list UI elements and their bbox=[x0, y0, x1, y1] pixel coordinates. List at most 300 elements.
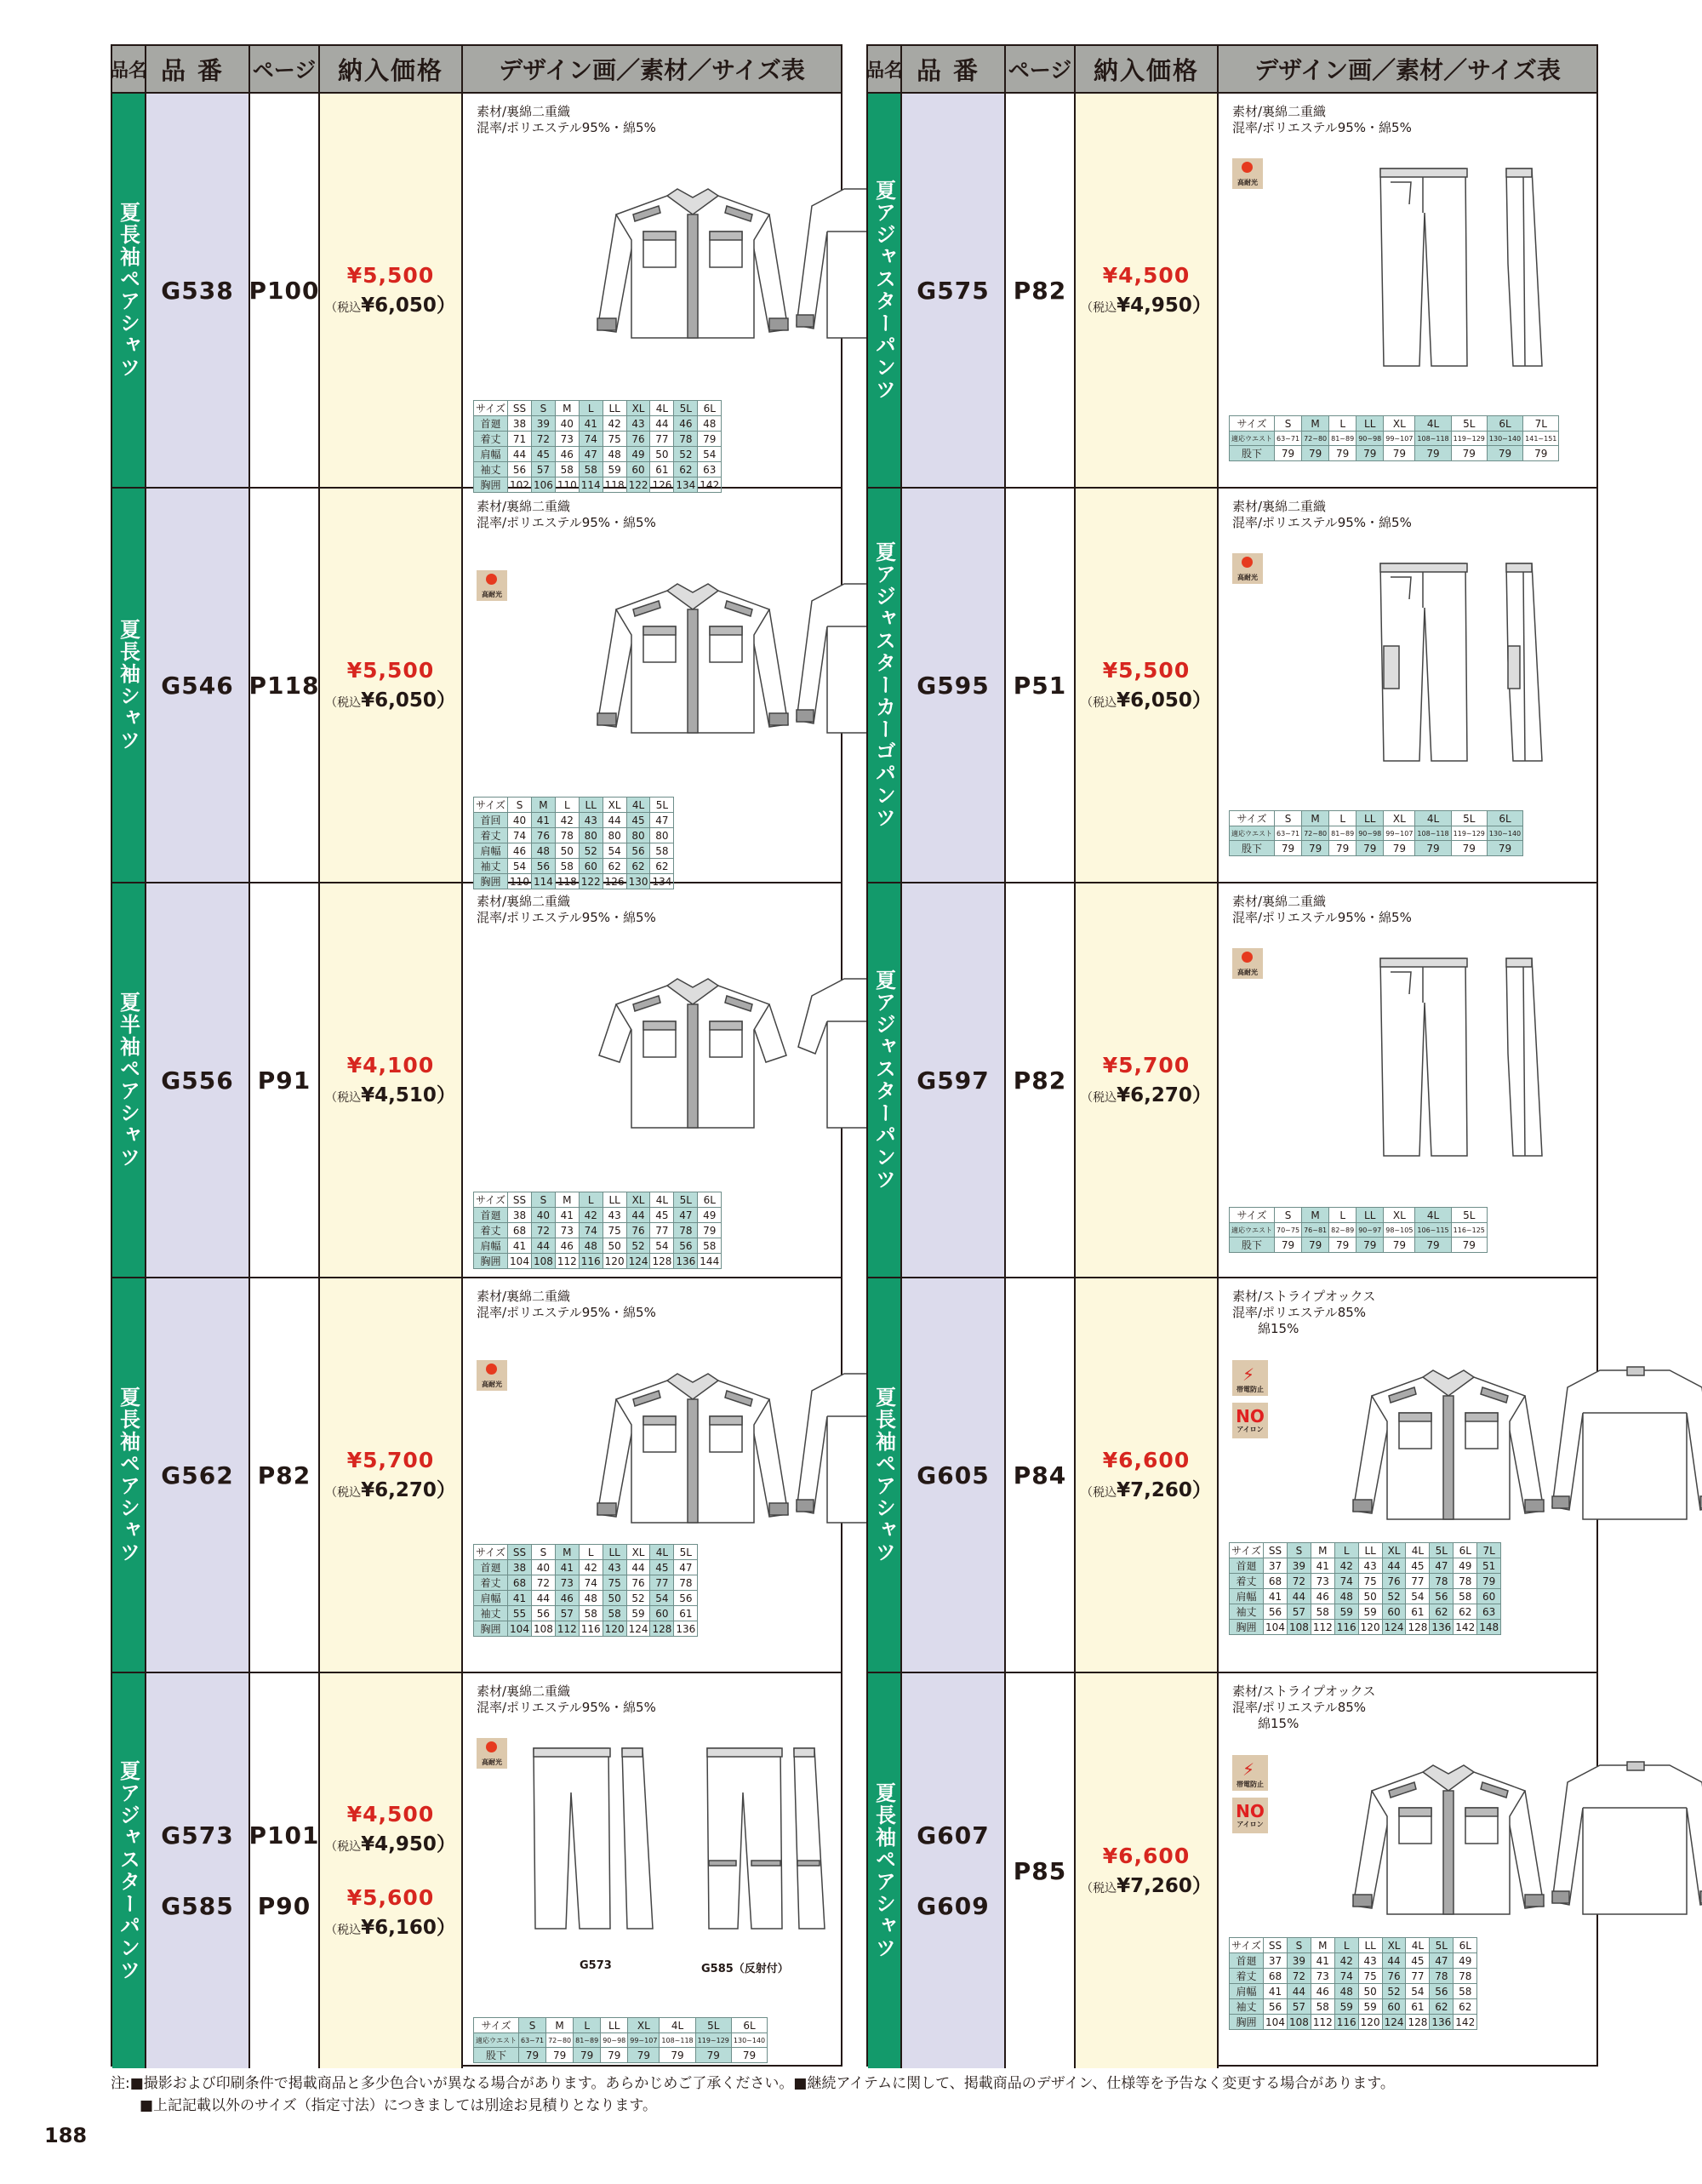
page-ref: P51 bbox=[1013, 671, 1067, 700]
size-cell: 股下 bbox=[474, 2048, 519, 2063]
size-cell: 68 bbox=[508, 1575, 532, 1591]
category-cell bbox=[868, 1673, 902, 2068]
size-cell: 79 bbox=[1329, 446, 1356, 461]
product-row bbox=[112, 489, 841, 888]
size-cell: 54 bbox=[698, 447, 722, 462]
price-block bbox=[1081, 658, 1212, 712]
size-cell: 50 bbox=[603, 1591, 626, 1606]
product-row bbox=[868, 883, 1596, 1278]
antistatic-badge bbox=[1232, 1755, 1268, 1791]
size-cell: 81~89 bbox=[1329, 826, 1356, 841]
size-cell: 79 bbox=[1384, 1238, 1415, 1253]
page-ref: P118 bbox=[248, 671, 320, 700]
size-cell: 42 bbox=[1334, 1953, 1358, 1969]
size-cell: 40 bbox=[531, 1560, 555, 1575]
size-cell: 79 bbox=[1415, 1238, 1451, 1253]
tax-price bbox=[325, 1912, 456, 1940]
pants-illustration bbox=[1372, 952, 1593, 1164]
size-cell: 63~71 bbox=[1275, 432, 1302, 446]
product-code: G607 bbox=[917, 1821, 990, 1850]
size-cell: 68 bbox=[1264, 1574, 1288, 1589]
size-header-cell: LL bbox=[601, 2018, 628, 2033]
size-cell: 130~140 bbox=[1487, 826, 1522, 841]
design-cell bbox=[463, 1673, 841, 2068]
size-header-cell: XL bbox=[1384, 811, 1415, 826]
size-cell: 112 bbox=[555, 1621, 579, 1637]
size-cell: 52 bbox=[1382, 1984, 1406, 1999]
size-cell: 124 bbox=[1382, 2015, 1406, 2030]
size-cell: 79 bbox=[519, 2048, 546, 2063]
size-header-cell: サイズ bbox=[1230, 1543, 1264, 1558]
category-label: 夏長袖ペアシャツ bbox=[871, 1386, 896, 1564]
tax-price bbox=[325, 684, 456, 712]
size-cell: 56 bbox=[531, 859, 555, 874]
size-cell: 108~118 bbox=[660, 2033, 695, 2048]
size-cell: 56 bbox=[626, 843, 650, 859]
product-code: G609 bbox=[917, 1892, 990, 1920]
size-cell: 52 bbox=[626, 1238, 650, 1254]
header-col_category: 品名 bbox=[112, 46, 146, 92]
code-cell bbox=[146, 883, 250, 1277]
size-cell: 119~129 bbox=[1451, 432, 1487, 446]
size-cell: 46 bbox=[555, 1591, 579, 1606]
size-cell: 49 bbox=[626, 447, 650, 462]
tax-price bbox=[325, 1828, 456, 1856]
size-header-cell: 4L bbox=[1415, 1208, 1451, 1223]
size-cell: 104 bbox=[508, 1254, 532, 1269]
size-cell: 37 bbox=[1264, 1558, 1288, 1574]
size-header-cell: 5L bbox=[650, 798, 674, 813]
size-cell: 60 bbox=[1382, 1604, 1406, 1620]
size-cell: 72 bbox=[531, 432, 555, 447]
size-cell: 68 bbox=[508, 1223, 532, 1238]
size-header-cell: L bbox=[1329, 416, 1356, 432]
size-cell: 79 bbox=[1302, 841, 1329, 856]
size-cell: 肩幅 bbox=[1230, 1589, 1264, 1604]
tax-price bbox=[1081, 1870, 1212, 1898]
size-header-cell: L bbox=[555, 798, 579, 813]
size-cell: 74 bbox=[579, 1223, 603, 1238]
size-cell: 56 bbox=[674, 1238, 698, 1254]
price-block bbox=[1081, 1844, 1212, 1898]
size-cell: 73 bbox=[555, 1575, 579, 1591]
size-cell: 73 bbox=[555, 432, 579, 447]
size-cell: 126 bbox=[650, 477, 674, 493]
size-cell: 適応ウエスト bbox=[474, 2033, 519, 2048]
size-cell: 56 bbox=[674, 1591, 698, 1606]
size-cell: 90~98 bbox=[1356, 826, 1384, 841]
size-cell: 46 bbox=[1311, 1589, 1334, 1604]
size-cell: 着丈 bbox=[474, 1223, 508, 1238]
price: ¥5,600 bbox=[346, 1885, 435, 1910]
size-cell: 120 bbox=[1358, 2015, 1382, 2030]
size-header-cell: XL bbox=[628, 2018, 660, 2033]
design-cell bbox=[1219, 1278, 1596, 1672]
size-cell: 130 bbox=[626, 874, 650, 889]
size-cell: 122 bbox=[626, 477, 650, 493]
category-cell bbox=[868, 94, 902, 487]
size-cell: 39 bbox=[531, 416, 555, 432]
size-cell: 78 bbox=[1454, 1574, 1477, 1589]
code-cell bbox=[146, 1673, 250, 2068]
size-cell: 90~98 bbox=[601, 2033, 628, 2048]
size-cell: 79 bbox=[1275, 841, 1302, 856]
size-cell: 42 bbox=[1334, 1558, 1358, 1574]
size-cell: 40 bbox=[531, 1208, 555, 1223]
iron-label: アイロン bbox=[1237, 1425, 1264, 1433]
size-cell: 72~80 bbox=[1302, 432, 1329, 446]
size-cell: 124 bbox=[626, 1621, 650, 1637]
size-header-cell: 4L bbox=[650, 1192, 674, 1208]
design-cell bbox=[463, 883, 841, 1277]
size-cell: 45 bbox=[1406, 1953, 1430, 1969]
price: ¥5,700 bbox=[1102, 1053, 1191, 1078]
size-header-cell: S bbox=[1275, 811, 1302, 826]
price-cell bbox=[320, 1278, 463, 1672]
size-cell: 63~71 bbox=[519, 2033, 546, 2048]
size-cell: 61 bbox=[1406, 1604, 1430, 1620]
size-header-cell: LL bbox=[603, 401, 626, 416]
size-header-cell: L bbox=[1334, 1938, 1358, 1953]
price-block bbox=[325, 658, 456, 712]
size-cell: 99~107 bbox=[1384, 826, 1415, 841]
size-cell: 77 bbox=[1406, 1574, 1430, 1589]
size-header-cell: LL bbox=[1356, 416, 1384, 432]
size-cell: 42 bbox=[579, 1208, 603, 1223]
size-cell: 52 bbox=[1382, 1589, 1406, 1604]
size-header-cell: サイズ bbox=[474, 401, 508, 416]
size-table bbox=[1229, 810, 1523, 856]
size-header-cell: 4L bbox=[1406, 1543, 1430, 1558]
size-cell: 60 bbox=[1382, 1999, 1406, 2015]
size-cell: 90~97 bbox=[1356, 1223, 1384, 1238]
size-cell: 116 bbox=[579, 1621, 603, 1637]
size-cell: 50 bbox=[555, 843, 579, 859]
category-label: 夏アジャスターパンツ bbox=[116, 1760, 140, 1981]
size-header-cell: S bbox=[1287, 1543, 1311, 1558]
size-cell: 108~118 bbox=[1415, 432, 1451, 446]
size-cell: 76 bbox=[1382, 1969, 1406, 1984]
tax-price-value: ¥7,260） bbox=[1117, 1875, 1212, 1897]
size-header-cell: S bbox=[1287, 1938, 1311, 1953]
size-cell: 43 bbox=[579, 813, 603, 828]
size-table bbox=[473, 2017, 768, 2063]
size-cell: 77 bbox=[650, 1223, 674, 1238]
size-cell: 41 bbox=[555, 1208, 579, 1223]
product-code: G597 bbox=[917, 1066, 990, 1095]
size-header-cell: サイズ bbox=[474, 798, 508, 813]
size-cell: 80 bbox=[626, 828, 650, 843]
price-cell bbox=[1076, 489, 1219, 882]
size-cell: 45 bbox=[650, 1560, 674, 1575]
size-cell: 78 bbox=[1454, 1969, 1477, 1984]
size-cell: 45 bbox=[650, 1208, 674, 1223]
size-cell: 75 bbox=[1358, 1969, 1382, 1984]
size-cell: 56 bbox=[1264, 1604, 1288, 1620]
size-cell: 73 bbox=[1311, 1969, 1334, 1984]
size-cell: 79 bbox=[601, 2048, 628, 2063]
high-lightfastness-badge bbox=[477, 570, 507, 601]
size-cell: 46 bbox=[674, 416, 698, 432]
size-cell: 79 bbox=[1523, 446, 1559, 461]
price: ¥5,500 bbox=[1102, 658, 1191, 683]
size-header-cell: 4L bbox=[1406, 1938, 1430, 1953]
size-cell: 75 bbox=[1358, 1574, 1382, 1589]
size-cell: 75 bbox=[603, 432, 626, 447]
size-cell: 59 bbox=[1334, 1999, 1358, 2015]
size-cell: 119~129 bbox=[695, 2033, 731, 2048]
size-cell: 112 bbox=[1311, 2015, 1334, 2030]
header-col_page: ページ bbox=[1006, 46, 1076, 92]
size-header-cell: 5L bbox=[1451, 416, 1487, 432]
note-line-1: 注:■撮影および印刷条件で掲載商品と多少色合いが異なる場合があります。あらかじめご了承ください。■継続アイテムに関して、掲載商品のデザイン、仕様等を予告なく変更する場合があります。 bbox=[111, 2075, 1395, 2092]
size-header-cell: 6L bbox=[731, 2018, 767, 2033]
tax-prefix: （税込 bbox=[325, 301, 362, 315]
size-cell: 適応ウエスト bbox=[1230, 1223, 1275, 1238]
size-cell: 79 bbox=[1415, 841, 1451, 856]
size-header-cell: 4L bbox=[626, 798, 650, 813]
size-header-cell: XL bbox=[1384, 1208, 1415, 1223]
size-table bbox=[473, 797, 674, 889]
size-cell: 袖丈 bbox=[474, 1606, 508, 1621]
page-cell bbox=[250, 1673, 320, 2068]
note-line-2: ■上記記載以外のサイズ（指定寸法）につきましては別途お見積りとなります。 bbox=[111, 2097, 658, 2114]
size-cell: 54 bbox=[1406, 1589, 1430, 1604]
product-code: G585 bbox=[161, 1892, 234, 1920]
product-row bbox=[112, 94, 841, 489]
size-header-cell: SS bbox=[508, 401, 532, 416]
size-cell: 袖丈 bbox=[1230, 1999, 1264, 2015]
size-header-cell: サイズ bbox=[474, 2018, 519, 2033]
size-cell: 60 bbox=[626, 462, 650, 477]
size-header-cell: LL bbox=[1356, 811, 1384, 826]
size-cell: 59 bbox=[603, 462, 626, 477]
size-cell: 49 bbox=[1454, 1558, 1477, 1574]
size-cell: 79 bbox=[1451, 446, 1487, 461]
size-cell: 46 bbox=[508, 843, 532, 859]
high-lightfastness-badge bbox=[477, 1738, 507, 1769]
size-cell: 142 bbox=[1454, 1620, 1477, 1635]
size-header-cell: M bbox=[1302, 1208, 1329, 1223]
category-label: 夏長袖ペアシャツ bbox=[871, 1782, 896, 1959]
size-cell: 58 bbox=[1454, 1984, 1477, 1999]
category-cell bbox=[868, 883, 902, 1277]
size-cell: 50 bbox=[650, 447, 674, 462]
size-header-cell: SS bbox=[508, 1192, 532, 1208]
size-cell: 76 bbox=[626, 432, 650, 447]
badge-label: 帯電防止 bbox=[1237, 1781, 1264, 1788]
size-header-cell: 5L bbox=[695, 2018, 731, 2033]
size-cell: 78 bbox=[1430, 1969, 1454, 1984]
size-cell: 79 bbox=[1487, 446, 1522, 461]
size-cell: 39 bbox=[1287, 1558, 1311, 1574]
size-cell: 57 bbox=[1287, 1604, 1311, 1620]
price-cell bbox=[1076, 1278, 1219, 1672]
design-cell bbox=[1219, 1673, 1596, 2068]
material-text: 素材/ストライプオックス 混率/ポリエステル85% 綿15% bbox=[1232, 1684, 1376, 1731]
size-cell: 110 bbox=[508, 874, 532, 889]
size-cell: 79 bbox=[1302, 446, 1329, 461]
product-code: G538 bbox=[161, 276, 234, 305]
size-cell: 58 bbox=[603, 1606, 626, 1621]
price: ¥6,600 bbox=[1102, 1844, 1191, 1868]
size-header-cell: 5L bbox=[1451, 1208, 1487, 1223]
size-cell: 77 bbox=[650, 1575, 674, 1591]
size-cell: 肩幅 bbox=[474, 1591, 508, 1606]
size-cell: 72 bbox=[1287, 1969, 1311, 1984]
tax-prefix: （税込 bbox=[325, 1486, 362, 1500]
size-cell: 62 bbox=[1430, 1999, 1454, 2015]
size-cell: 47 bbox=[1430, 1558, 1454, 1574]
size-cell: 75 bbox=[603, 1575, 626, 1591]
size-cell: 71 bbox=[508, 432, 532, 447]
product-row bbox=[112, 1673, 841, 2068]
tax-price-value: ¥7,260） bbox=[1117, 1479, 1212, 1501]
size-cell: 74 bbox=[1334, 1574, 1358, 1589]
notes bbox=[111, 2073, 1395, 2117]
size-cell: 76~81 bbox=[1302, 1223, 1329, 1238]
size-cell: 104 bbox=[1264, 2015, 1288, 2030]
product-code: G556 bbox=[161, 1066, 234, 1095]
size-cell: 42 bbox=[555, 813, 579, 828]
price-cell bbox=[320, 489, 463, 882]
size-header-cell: 6L bbox=[1454, 1938, 1477, 1953]
size-cell: 79 bbox=[731, 2048, 767, 2063]
code-cell bbox=[146, 94, 250, 487]
size-header-cell: LL bbox=[1358, 1938, 1382, 1953]
sun-icon bbox=[1242, 557, 1253, 568]
size-cell: 76 bbox=[531, 828, 555, 843]
price: ¥5,700 bbox=[346, 1448, 435, 1472]
high-lightfastness-badge bbox=[1232, 553, 1263, 584]
size-cell: 股下 bbox=[1230, 1238, 1275, 1253]
material-text: 素材/裏綿二重織 混率/ポリエステル95%・綿5% bbox=[477, 1684, 656, 1715]
size-cell: 74 bbox=[1334, 1969, 1358, 1984]
size-cell: 118 bbox=[555, 874, 579, 889]
size-cell: 61 bbox=[650, 462, 674, 477]
size-cell: 股下 bbox=[1230, 841, 1275, 856]
size-cell: 49 bbox=[698, 1208, 722, 1223]
tax-prefix: （税込 bbox=[325, 1924, 362, 1937]
size-cell: 112 bbox=[1311, 1620, 1334, 1635]
size-cell: 136 bbox=[1430, 1620, 1454, 1635]
code-cell bbox=[902, 94, 1006, 487]
size-cell: 54 bbox=[603, 843, 626, 859]
size-cell: 41 bbox=[555, 1560, 579, 1575]
size-table bbox=[473, 400, 722, 493]
price-block bbox=[325, 1053, 456, 1107]
size-cell: 44 bbox=[650, 416, 674, 432]
page-cell bbox=[1006, 1278, 1076, 1672]
size-cell: 106~115 bbox=[1415, 1223, 1451, 1238]
size-cell: 79 bbox=[660, 2048, 695, 2063]
size-cell: 44 bbox=[626, 1560, 650, 1575]
size-cell: 41 bbox=[1311, 1558, 1334, 1574]
size-cell: 42 bbox=[579, 1560, 603, 1575]
size-cell: 48 bbox=[579, 1238, 603, 1254]
size-header-cell: 6L bbox=[698, 1192, 722, 1208]
page-ref: P101 bbox=[248, 1821, 320, 1850]
lightning-icon: ⚡ bbox=[1242, 1759, 1255, 1780]
size-cell: 37 bbox=[1264, 1953, 1288, 1969]
size-cell: 128 bbox=[1406, 1620, 1430, 1635]
size-cell: 袖丈 bbox=[474, 859, 508, 874]
size-header-cell: L bbox=[579, 401, 603, 416]
size-cell: 46 bbox=[555, 447, 579, 462]
size-cell: 58 bbox=[650, 843, 674, 859]
size-cell: 79 bbox=[698, 432, 722, 447]
size-cell: 108 bbox=[1287, 1620, 1311, 1635]
size-cell: 52 bbox=[674, 447, 698, 462]
material-text: 素材/裏綿二重織 混率/ポリエステル95%・綿5% bbox=[477, 499, 656, 530]
size-cell: 58 bbox=[698, 1238, 722, 1254]
size-cell: 49 bbox=[1454, 1953, 1477, 1969]
size-header-cell: LL bbox=[603, 1545, 626, 1560]
size-cell: 76 bbox=[626, 1575, 650, 1591]
size-cell: 79 bbox=[574, 2048, 601, 2063]
variant-label: G585（反射付） bbox=[701, 1963, 789, 1975]
size-table bbox=[1229, 415, 1559, 461]
size-cell: 148 bbox=[1477, 1620, 1501, 1635]
size-cell: 79 bbox=[1384, 841, 1415, 856]
size-header-cell: 6L bbox=[1487, 416, 1522, 432]
size-cell: 72~80 bbox=[1302, 826, 1329, 841]
size-header-cell: S bbox=[531, 401, 555, 416]
size-cell: 56 bbox=[1430, 1984, 1454, 1999]
size-header-cell: S bbox=[531, 1545, 555, 1560]
long-sleeve-shirt-illustration bbox=[1346, 1353, 1702, 1541]
page-cell bbox=[1006, 1673, 1076, 2068]
product-code: G573 bbox=[161, 1821, 234, 1850]
size-header-cell: 7L bbox=[1523, 416, 1559, 432]
size-header-cell: M bbox=[1302, 811, 1329, 826]
header-col_price: 納入価格 bbox=[320, 46, 463, 92]
page-cell bbox=[1006, 883, 1076, 1277]
size-header-cell: LL bbox=[1358, 1543, 1382, 1558]
size-cell: 43 bbox=[1358, 1558, 1382, 1574]
size-header-cell: SS bbox=[1264, 1543, 1288, 1558]
size-table bbox=[1229, 1207, 1488, 1253]
size-cell: 40 bbox=[508, 813, 532, 828]
size-header-cell: SS bbox=[1264, 1938, 1288, 1953]
size-cell: 77 bbox=[650, 432, 674, 447]
code-cell bbox=[902, 1673, 1006, 2068]
size-header-cell: XL bbox=[1382, 1938, 1406, 1953]
tax-price bbox=[1081, 1079, 1212, 1107]
size-cell: 52 bbox=[579, 843, 603, 859]
size-cell: 50 bbox=[603, 1238, 626, 1254]
size-cell: 58 bbox=[579, 462, 603, 477]
size-header-cell: サイズ bbox=[1230, 416, 1275, 432]
tax-prefix: （税込 bbox=[1081, 1091, 1117, 1105]
size-cell: 120 bbox=[1358, 1620, 1382, 1635]
size-cell: 42 bbox=[603, 416, 626, 432]
category-label: 夏長袖ペアシャツ bbox=[116, 1386, 140, 1564]
size-cell: 胸囲 bbox=[474, 1254, 508, 1269]
size-table bbox=[473, 1544, 698, 1637]
cargo-pants-illustration bbox=[1372, 557, 1593, 769]
size-cell: 58 bbox=[1311, 1999, 1334, 2015]
size-cell: 43 bbox=[1358, 1953, 1382, 1969]
size-header-cell: 5L bbox=[1451, 811, 1487, 826]
price-block bbox=[325, 1448, 456, 1502]
size-header-cell: M bbox=[555, 401, 579, 416]
product-code: G575 bbox=[917, 276, 990, 305]
size-header-cell: 6L bbox=[1454, 1543, 1477, 1558]
product-row bbox=[868, 489, 1596, 883]
size-header-cell: 6L bbox=[1487, 811, 1522, 826]
size-cell: 57 bbox=[1287, 1999, 1311, 2015]
